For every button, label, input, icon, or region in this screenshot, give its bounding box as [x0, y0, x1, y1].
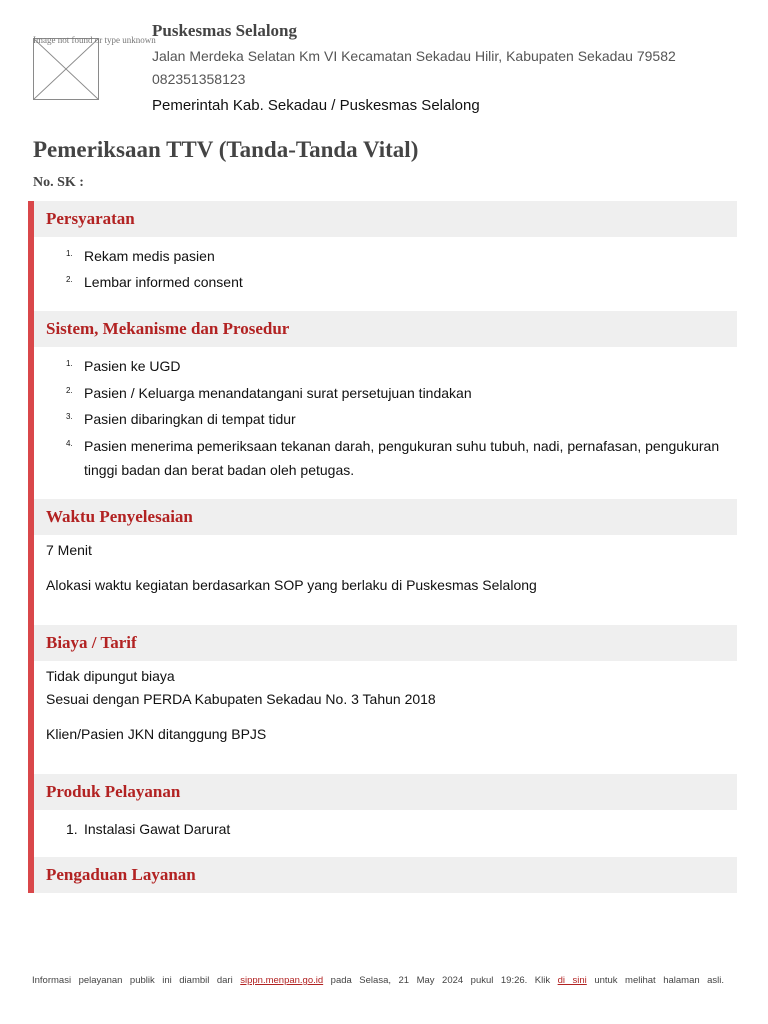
- logo-placeholder: [33, 38, 99, 100]
- footer-note: [32, 975, 724, 986]
- footer-text: untuk melihat halaman asli.: [594, 975, 725, 986]
- sk-label: No. SK :: [33, 175, 84, 190]
- section-header-waktu: Waktu Penyelesaian: [34, 499, 737, 535]
- list-number: 4.: [66, 439, 73, 448]
- list-number: 2.: [66, 386, 73, 395]
- list-number: 1.: [66, 821, 78, 837]
- list-item: Pasien dibaringkan di tempat tidur: [84, 411, 296, 427]
- list-number: 1.: [66, 249, 73, 258]
- footer-text: pada Selasa, 21 May 2024 pukul 19:26. Klik: [330, 975, 551, 986]
- fee-jkn: Klien/Pasien JKN ditanggung BPJS: [46, 726, 267, 742]
- org-phone: 082351358123: [152, 71, 246, 87]
- duration-text: 7 Menit: [46, 542, 92, 558]
- list-number: 2.: [66, 275, 73, 284]
- logo-alt-text: Image not found or type unknown: [33, 35, 156, 45]
- section-header-persyaratan: Persyaratan: [34, 201, 737, 237]
- broken-image-icon: [34, 39, 98, 99]
- list-item: Lembar informed consent: [84, 274, 243, 290]
- section-header-pengaduan: Pengaduan Layanan: [34, 857, 737, 893]
- duration-note: Alokasi waktu kegiatan berdasarkan SOP yang berlaku di Puskesmas Selalong: [46, 577, 537, 593]
- list-item: Rekam medis pasien: [84, 248, 215, 264]
- org-government: Pemerintah Kab. Sekadau / Puskesmas Selalong: [152, 97, 480, 114]
- footer-text: Informasi pelayanan publik ini diambil dari: [32, 975, 233, 986]
- section-header-produk: Produk Pelayanan: [34, 774, 737, 810]
- org-name: Puskesmas Selalong: [152, 21, 297, 40]
- org-address: Jalan Merdeka Selatan Km VI Kecamatan Sekadau Hilir, Kabupaten Sekadau 79582: [152, 48, 676, 64]
- section-header-prosedur: Sistem, Mekanisme dan Prosedur: [34, 311, 737, 347]
- list-item: Pasien menerima pemeriksaan tekanan darah, pengukuran suhu tubuh, nadi, pernafasan, pengukuran tinggi badan dan berat badan oleh petugas.: [84, 438, 720, 478]
- list-number: 1.: [66, 359, 73, 368]
- list-item: Pasien / Keluarga menandatangani surat persetujuan tindakan: [84, 385, 472, 401]
- list-item: Pasien ke UGD: [84, 358, 181, 374]
- list-number: 3.: [66, 412, 73, 421]
- fee-text: Tidak dipungut biaya: [46, 668, 175, 684]
- original-page-link[interactable]: di sini: [557, 975, 587, 986]
- fee-regulation: Sesuai dengan PERDA Kabupaten Sekadau No. 3 Tahun 2018: [46, 691, 436, 707]
- list-item: Instalasi Gawat Darurat: [84, 821, 231, 837]
- source-link[interactable]: sippn.menpan.go.id: [240, 975, 324, 986]
- page-title: Pemeriksaan TTV (Tanda-Tanda Vital): [33, 137, 419, 162]
- section-header-biaya: Biaya / Tarif: [34, 625, 737, 661]
